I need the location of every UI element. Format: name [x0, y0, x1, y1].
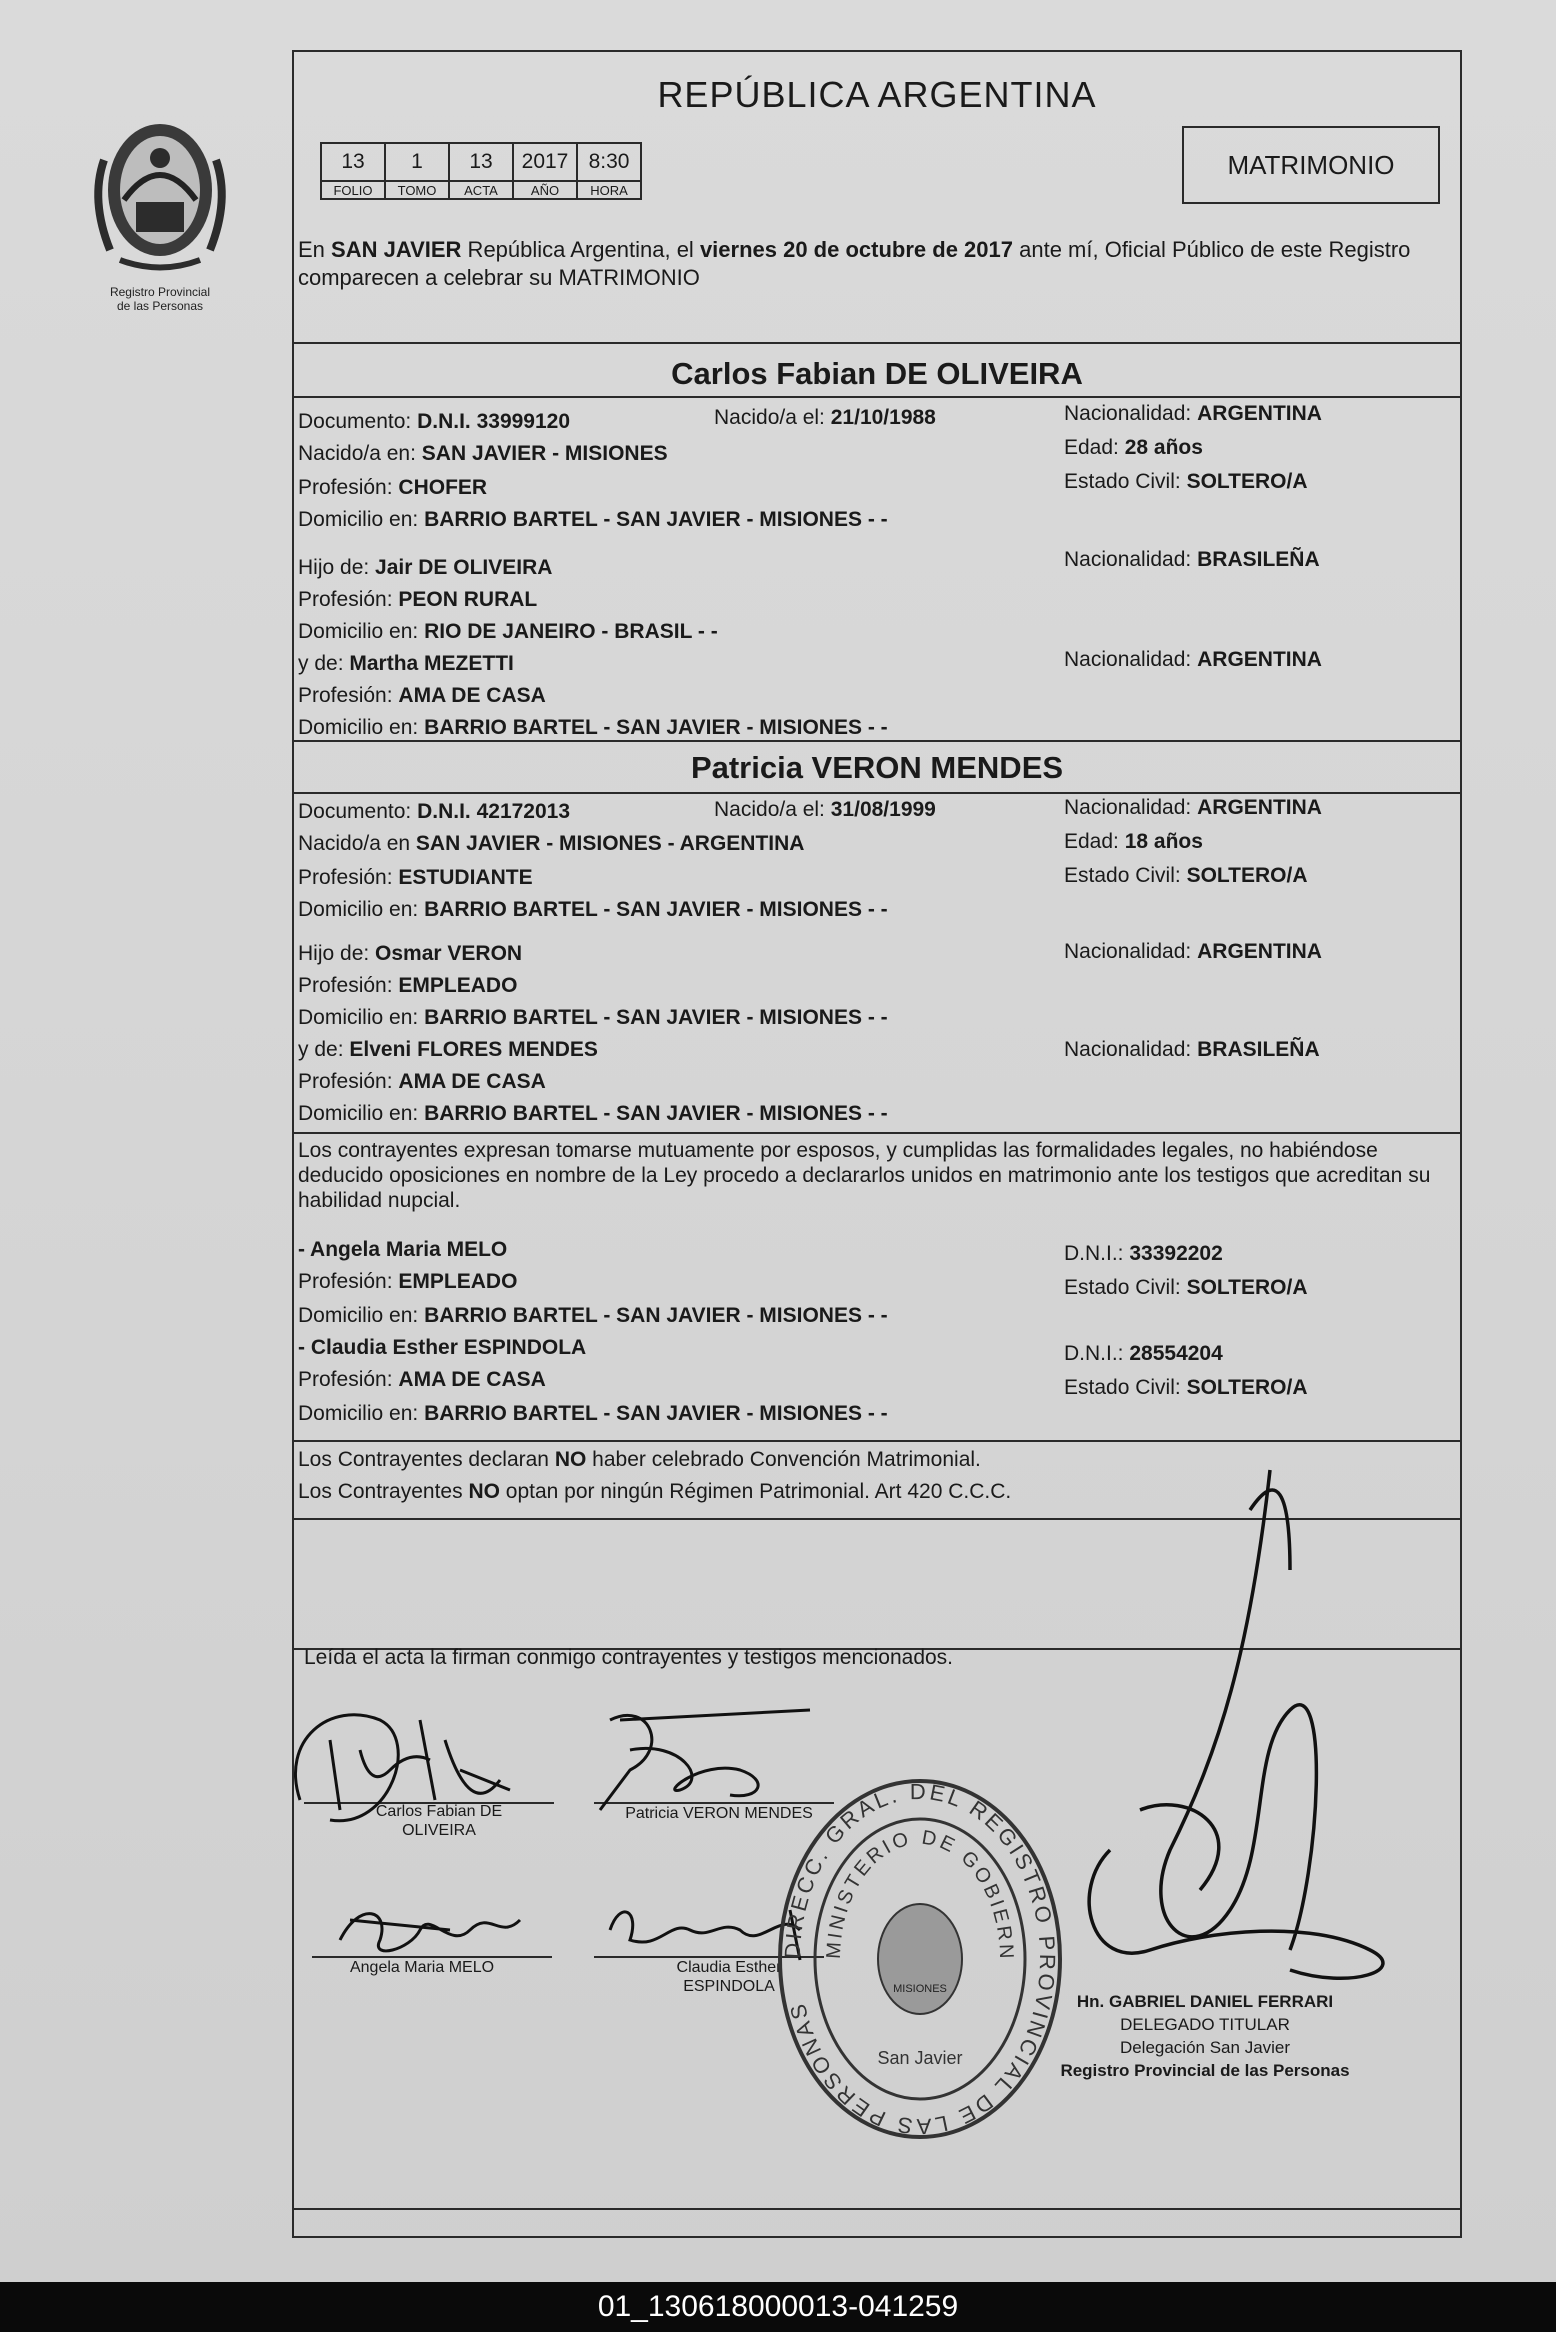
divider [294, 1440, 1460, 1442]
text: haber celebrado Convención Matrimonial. [586, 1448, 981, 1471]
label: Hijo de: [298, 556, 370, 579]
value: - Claudia Esther ESPINDOLA [298, 1336, 587, 1359]
value: SOLTERO/A [1186, 1376, 1308, 1399]
intro-paragraph [298, 236, 1458, 292]
label: Nacido/a el: [714, 406, 825, 429]
c1-mother-nat-row [1064, 648, 1322, 672]
text: Los Contrayentes declaran [298, 1448, 555, 1471]
text: Carlos Fabian DE [375, 1803, 503, 1820]
intro-mid: República Argentina, el [461, 237, 700, 262]
misiones-coat-of-arms-icon [80, 110, 240, 280]
value: AMA DE CASA [398, 1070, 546, 1093]
scan-code-bar: 01_130618000013-041259 [0, 2282, 1556, 2332]
anio-label: AÑO [513, 181, 577, 199]
value: ESTUDIANTE [398, 866, 533, 889]
contrayente2-name: Patricia VERON MENDES [690, 750, 1064, 785]
label: Nacido/a en [298, 832, 411, 855]
c2-birthplace-row [298, 832, 804, 856]
c2-doc-row [298, 800, 570, 824]
value: BARRIO BARTEL - SAN JAVIER - MISIONES - - [424, 898, 888, 921]
t1-name-row [298, 1238, 507, 1262]
t2-dom-row [298, 1402, 888, 1426]
stamp-location: San Javier [877, 2048, 963, 2068]
c2-prof-row [298, 866, 533, 890]
divider [294, 1132, 1460, 1134]
c1-dom-row [298, 508, 888, 532]
c2-age-row [1064, 830, 1203, 854]
folio-label: FOLIO [321, 181, 385, 199]
label: Domicilio en: [298, 508, 419, 531]
c1-father-row [298, 556, 552, 580]
c1-born-row [714, 406, 936, 430]
text: Claudia Esther [676, 1959, 782, 1976]
value: SAN JAVIER - MISIONES [421, 442, 668, 465]
value: EMPLEADO [398, 1270, 518, 1293]
value: Martha MEZETTI [349, 652, 514, 675]
label: Nacionalidad: [1064, 548, 1192, 571]
c2-father-row [298, 942, 522, 966]
label: D.N.I.: [1064, 1342, 1124, 1365]
label: Profesión: [298, 684, 393, 707]
label: Domicilio en: [298, 620, 419, 643]
text: Los Contrayentes [298, 1480, 469, 1503]
anio-value: 2017 [513, 143, 577, 181]
contrayente1-name: Carlos Fabian DE OLIVEIRA [671, 356, 1083, 391]
label: y de: [298, 652, 344, 675]
declaration-text: Los contrayentes expresan tomarse mutuamente por esposos, y cumplidas las formalidades legales, no habiéndose deducido oposiciones en nombre de la Ley procedo a declararlos unidos en matrimonio ante los testigos que acreditan su habilidad nupcial. [298, 1139, 1431, 1212]
act-type-box: MATRIMONIO [1182, 126, 1440, 204]
label: Nacionalidad: [1064, 648, 1192, 671]
c1-civil-row [1064, 470, 1308, 494]
intro-post: ante mí, Oficial Público de este Registro comparecen a celebrar su MATRIMONIO [298, 237, 1411, 290]
label: Nacionalidad: [1064, 940, 1192, 963]
c2-dom-row [298, 898, 888, 922]
t1-civil-row [1064, 1276, 1308, 1300]
value: D.N.I. 42172013 [417, 800, 571, 823]
value: EMPLEADO [398, 974, 518, 997]
value: SAN JAVIER - MISIONES - ARGENTINA [415, 832, 805, 855]
divider [294, 342, 1460, 344]
text: NO [554, 1448, 587, 1471]
label: Estado Civil: [1064, 470, 1181, 493]
convencion-line1 [298, 1448, 981, 1472]
label: Estado Civil: [1064, 1376, 1181, 1399]
value: BARRIO BARTEL - SAN JAVIER - MISIONES - - [424, 1402, 888, 1425]
divider [294, 740, 1460, 742]
t1-prof-row [298, 1270, 517, 1294]
folio-value: 13 [321, 143, 385, 181]
value: ARGENTINA [1197, 648, 1322, 671]
value: SOLTERO/A [1186, 1276, 1308, 1299]
label: Hijo de: [298, 942, 370, 965]
t2-name-row [298, 1336, 586, 1360]
c2-mother-dom-row [298, 1102, 888, 1126]
label: Domicilio en: [298, 1006, 419, 1029]
hora-label: HORA [577, 181, 641, 199]
c2-born-row [714, 798, 936, 822]
c1-birthplace-row [298, 442, 668, 466]
official-block [1040, 1990, 1370, 2082]
label: Domicilio en: [298, 1102, 419, 1125]
value: 28 años [1124, 436, 1203, 459]
divider [294, 396, 1460, 398]
label: Documento: [298, 410, 412, 433]
value: ARGENTINA [1197, 402, 1322, 425]
label: Edad: [1064, 436, 1119, 459]
value: D.N.I. 33999120 [417, 410, 571, 433]
value: BARRIO BARTEL - SAN JAVIER - MISIONES - - [424, 1102, 888, 1125]
label: D.N.I.: [1064, 1242, 1124, 1265]
value: 18 años [1124, 830, 1203, 853]
label: Profesión: [298, 866, 393, 889]
closing-text: Leída el acta la firman conmigo contrayentes y testigos mencionados. [304, 1646, 954, 1669]
t2-prof-row [298, 1368, 546, 1392]
stamp-inner-text: MINISTERIO DE GOBIERN [822, 1826, 1018, 1962]
label: Domicilio en: [298, 716, 419, 739]
value: PEON RURAL [398, 588, 538, 611]
value: CHOFER [398, 476, 488, 499]
intro-place: SAN JAVIER [331, 237, 462, 262]
text: NO [468, 1480, 500, 1503]
sig3-name: Angela Maria MELO [349, 1959, 495, 1976]
c1-mother-dom-row [298, 716, 888, 740]
c2-nat-row [1064, 796, 1322, 820]
intro-pre: En [298, 237, 332, 262]
c1-age-row [1064, 436, 1203, 460]
c1-nat-row [1064, 402, 1322, 426]
value: ARGENTINA [1197, 940, 1322, 963]
sig2-name: Patricia VERON MENDES [625, 1805, 813, 1822]
t1-dni-row [1064, 1242, 1223, 1266]
official-registry: Registro Provincial de las Personas [1060, 2061, 1350, 2080]
label: Edad: [1064, 830, 1119, 853]
hora-value: 8:30 [577, 143, 641, 181]
c2-father-nat-row [1064, 940, 1322, 964]
text: ESPINDOLA [683, 1978, 775, 1995]
signature-angela [330, 1890, 530, 1980]
c2-civil-row [1064, 864, 1308, 888]
reference-table [320, 142, 642, 200]
value: BARRIO BARTEL - SAN JAVIER - MISIONES - - [424, 508, 888, 531]
emblem-caption-line2: de las Personas [116, 299, 204, 313]
provincial-emblem [80, 110, 240, 313]
t2-civil-row [1064, 1376, 1308, 1400]
value: SOLTERO/A [1186, 864, 1308, 887]
value: Osmar VERON [375, 942, 523, 965]
divider [294, 792, 1460, 794]
label: Nacionalidad: [1064, 402, 1192, 425]
value: SOLTERO/A [1186, 470, 1308, 493]
c1-father-nat-row [1064, 548, 1320, 572]
label: Profesión: [298, 1070, 393, 1093]
official-seal-icon [770, 1774, 1070, 2144]
label: y de: [298, 1038, 344, 1061]
label: Profesión: [298, 1368, 393, 1391]
label: Nacido/a en: [298, 442, 416, 465]
value: 28554204 [1129, 1342, 1223, 1365]
value: AMA DE CASA [398, 1368, 546, 1391]
label: Nacionalidad: [1064, 796, 1192, 819]
stamp-outer-text: DIRECC. GRAL. DEL REGISTRO PROVINCIAL DE LAS PERSONAS [779, 1778, 1061, 2140]
value: BARRIO BARTEL - SAN JAVIER - MISIONES - - [424, 1304, 888, 1327]
label: Profesión: [298, 974, 393, 997]
c2-father-prof-row [298, 974, 517, 998]
label: Profesión: [298, 588, 393, 611]
label: Domicilio en: [298, 898, 419, 921]
official-role: DELEGADO TITULAR [1120, 2015, 1290, 2034]
label: Domicilio en: [298, 1304, 419, 1327]
country-title: REPÚBLICA ARGENTINA [657, 74, 1097, 115]
value: - Angela Maria MELO [298, 1238, 508, 1261]
label: Nacido/a el: [714, 798, 825, 821]
value: BARRIO BARTEL - SAN JAVIER - MISIONES - - [424, 1006, 888, 1029]
intro-date: viernes 20 de octubre de 2017 [699, 237, 1013, 262]
stamp-seal-text: MISIONES [893, 1983, 947, 1995]
signature-carlos [270, 1680, 530, 1860]
tomo-value: 1 [385, 143, 449, 181]
value: BRASILEÑA [1197, 1038, 1320, 1061]
label: Profesión: [298, 1270, 393, 1293]
label: Domicilio en: [298, 1402, 419, 1425]
c2-mother-row [298, 1038, 598, 1062]
c1-mother-row [298, 652, 514, 676]
official-name: Hn. GABRIEL DANIEL FERRARI [1076, 1992, 1334, 2011]
value: 33392202 [1129, 1242, 1223, 1265]
value: ARGENTINA [1197, 796, 1322, 819]
value: Jair DE OLIVEIRA [375, 556, 553, 579]
c2-mother-prof-row [298, 1070, 546, 1094]
divider [294, 2208, 1460, 2210]
value: 31/08/1999 [830, 798, 936, 821]
label: Nacionalidad: [1064, 1038, 1192, 1061]
tomo-label: TOMO [385, 181, 449, 199]
emblem-caption-line1: Registro Provincial [109, 285, 211, 299]
registry-stamp [770, 1774, 1070, 2144]
value: BARRIO BARTEL - SAN JAVIER - MISIONES - - [424, 716, 888, 739]
value: AMA DE CASA [398, 684, 546, 707]
acta-label: ACTA [449, 181, 513, 199]
acta-value: 13 [449, 143, 513, 181]
convencion-line2 [298, 1480, 1011, 1504]
c1-prof-row [298, 476, 487, 500]
text: optan por ningún Régimen Patrimonial. Art 420 C.C.C. [499, 1480, 1012, 1503]
c1-doc-row [298, 410, 570, 434]
emblem-caption [80, 285, 240, 313]
c2-father-dom-row [298, 1006, 888, 1030]
t2-dni-row [1064, 1342, 1223, 1366]
value: 21/10/1988 [830, 406, 936, 429]
t1-dom-row [298, 1304, 888, 1328]
c1-father-dom-row [298, 620, 718, 644]
value: RIO DE JANEIRO - BRASIL - - [424, 620, 718, 643]
label: Documento: [298, 800, 412, 823]
label: Profesión: [298, 476, 393, 499]
label: Estado Civil: [1064, 864, 1181, 887]
c1-father-prof-row [298, 588, 537, 612]
value: Elveni FLORES MENDES [349, 1038, 598, 1061]
value: BRASILEÑA [1197, 548, 1320, 571]
label: Estado Civil: [1064, 1276, 1181, 1299]
text: OLIVEIRA [402, 1822, 476, 1839]
c2-mother-nat-row [1064, 1038, 1320, 1062]
official-office: Delegación San Javier [1119, 2038, 1291, 2057]
c1-mother-prof-row [298, 684, 546, 708]
